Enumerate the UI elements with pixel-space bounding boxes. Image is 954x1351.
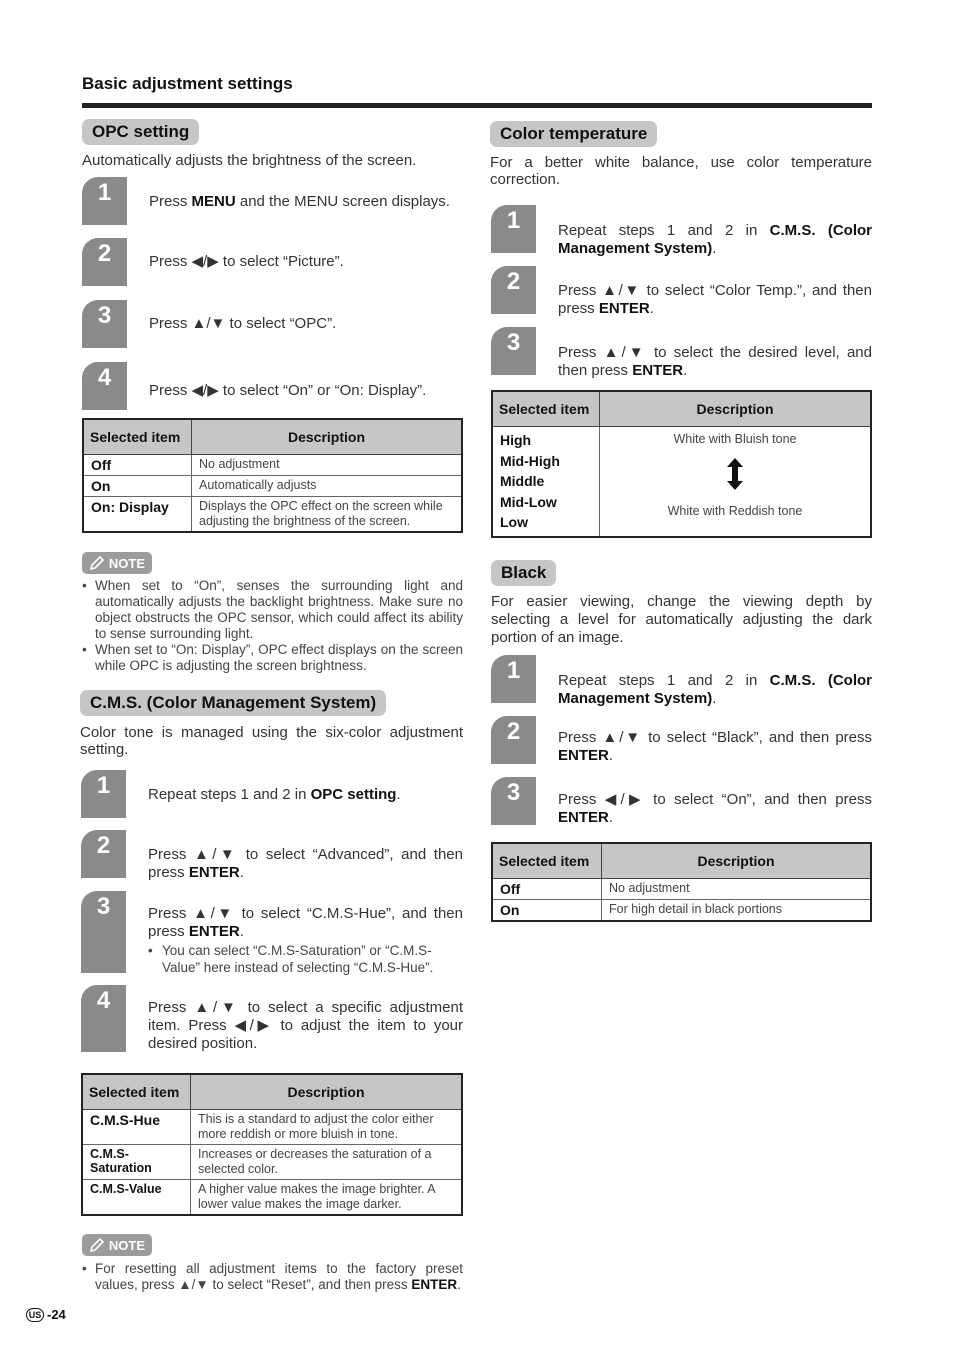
opc-step-1-number: 1 [82,177,127,225]
note-label: NOTE [108,555,145,571]
opc-step-3-text: Press ▲/▼ to select “OPC”. [149,315,337,332]
list-item: • When set to “On: Display”, OPC effect displays on the screen while OPC is adjusting the screen brightness. [82,642,463,674]
black-step-3-text: Press ◀/▶ to select “On”, and then press ENTER. [558,791,872,826]
list-item: Mid-High [500,452,560,469]
colortemp-desc-top: White with Bluish tone [673,432,797,446]
black-table-desc: For high detail in black portions [602,900,872,922]
table-row [82,1180,462,1216]
colortemp-table-items [492,427,600,537]
region-badge: US [26,1308,44,1322]
colortemp-table [491,390,872,538]
list-item: • For resetting all adjustment items to the factory preset values, press ▲/▼ to select “Reset”, and then press ENTER. [82,1261,463,1293]
opc-note-list [82,578,463,674]
table-row [492,427,871,537]
cms-step-2-text: Press ▲/▼ to select “Advanced”, and then press ENTER. [148,846,463,881]
colortemp-section-title: Color temperature [490,121,657,147]
table-row [82,1145,462,1180]
black-table-desc: No adjustment [602,879,872,900]
opc-table-col1-header: Selected item [83,419,192,455]
opc-table-desc: No adjustment [192,455,463,476]
cms-table-desc: A higher value makes the image brighter. A lower value makes the image darker. [191,1180,463,1216]
opc-table-item: Off [83,455,192,476]
cms-table-item: C.M.S-Value [82,1180,191,1216]
black-intro: For easier viewing, change the viewing depth by selecting a level for automatically adjusting the dark portion of an image. [491,593,872,646]
page-number-text: -24 [47,1307,66,1322]
colortemp-step-1-number: 1 [491,205,536,253]
opc-step-2-number: 2 [82,238,127,286]
colortemp-step-3-text: Press ▲/▼ to select the desired level, and then press ENTER. [558,344,872,379]
black-table-item: Off [492,879,602,900]
opc-step-3-number: 3 [82,300,127,348]
black-step-2-text: Press ▲/▼ to select “Black”, and then press ENTER. [558,729,872,764]
double-arrow-icon [725,458,745,490]
table-row [83,497,462,533]
cms-table [81,1073,463,1216]
opc-table-col2-header: Description [192,419,463,455]
note-label: NOTE [108,1237,145,1253]
black-step-1-number: 1 [491,655,536,703]
cms-section-title: C.M.S. (Color Management System) [80,690,386,716]
black-table-item: On [492,900,602,922]
opc-step-4-number: 4 [82,362,127,410]
cms-table-item: C.M.S-Hue [82,1110,191,1145]
table-row [83,455,462,476]
cms-step-1-number: 1 [81,770,126,818]
list-item: High [500,432,532,448]
black-step-1-text: Repeat steps 1 and 2 in C.M.S. (Color Management System). [558,672,872,707]
pencil-icon [88,1236,106,1254]
header-rule [82,103,872,108]
cms-step-1-text: Repeat steps 1 and 2 in OPC setting. [148,786,401,803]
pencil-icon [88,554,106,572]
black-table-col1-header: Selected item [492,843,602,879]
list-item: Low [500,514,528,530]
cms-table-desc: Increases or decreases the saturation of a selected color. [191,1145,463,1180]
colortemp-table-desc [600,427,872,537]
cms-table-desc: This is a standard to adjust the color either more reddish or more bluish in tone. [191,1110,463,1145]
list-item: Middle [500,473,545,489]
opc-table-desc: Automatically adjusts [192,476,463,497]
black-table [491,842,872,922]
cms-table-col2-header: Description [191,1074,463,1110]
opc-table-item: On [83,476,192,497]
cms-intro: Color tone is managed using the six-color adjustment setting. [80,724,463,758]
table-row [82,1110,462,1145]
black-step-2-number: 2 [491,716,536,764]
opc-table [82,418,463,533]
colortemp-step-3-number: 3 [491,327,536,375]
black-step-3-number: 3 [491,777,536,825]
cms-step-3-text: Press ▲/▼ to select “C.M.S-Hue”, and then press ENTER. [148,905,463,940]
colortemp-desc-bottom: White with Reddish tone [667,504,803,518]
opc-section-title: OPC setting [82,119,199,145]
black-table-col2-header: Description [602,843,872,879]
colortemp-intro: For a better white balance, use color temperature correction. [490,154,872,188]
cms-step-2-number: 2 [81,830,126,878]
table-row [492,900,871,922]
opc-step-1-text: Press MENU and the MENU screen displays. [149,193,450,210]
list-item: Mid-Low [500,493,557,510]
list-item: • When set to “On”, senses the surrounding light and automatically adjusts the backlight brightness. Make sure no object obstructs the OPC sensor, which could affect its ability to sense surrounding light. [82,578,463,642]
opc-step-4-text: Press ◀/▶ to select “On” or “On: Display”. [149,382,427,399]
page-header-title: Basic adjustment settings [82,74,293,93]
page-number [26,1307,66,1322]
cms-table-col1-header: Selected item [82,1074,191,1110]
cms-step-3-number: 3 [81,891,126,973]
colortemp-table-col1-header: Selected item [492,391,600,427]
opc-table-desc: Displays the OPC effect on the screen while adjusting the brightness of the screen. [192,497,463,533]
cms-table-item: C.M.S-Saturation [82,1145,191,1180]
cms-note-badge [82,1234,152,1256]
cms-step-4-text: Press ▲/▼ to select a specific adjustment item. Press ◀/▶ to adjust the item to your desired position. [148,999,463,1052]
colortemp-step-1-text: Repeat steps 1 and 2 in C.M.S. (Color Management System). [558,222,872,257]
opc-step-2-text: Press ◀/▶ to select “Picture”. [149,253,344,270]
opc-note-badge [82,552,152,574]
cms-step-4-number: 4 [81,985,126,1052]
colortemp-table-col2-header: Description [600,391,872,427]
opc-table-item: On: Display [83,497,192,533]
cms-note-list [82,1261,463,1293]
table-row [492,879,871,900]
colortemp-step-2-number: 2 [491,266,536,314]
cms-step-3-subnote: • You can select “C.M.S-Saturation” or “C.M.S-Value” here instead of selecting “C.M.S-Hue”. [148,943,434,975]
opc-intro: Automatically adjusts the brightness of the screen. [82,152,417,169]
black-section-title: Black [491,560,556,586]
colortemp-step-2-text: Press ▲/▼ to select “Color Temp.”, and then press ENTER. [558,282,872,317]
table-row [83,476,462,497]
